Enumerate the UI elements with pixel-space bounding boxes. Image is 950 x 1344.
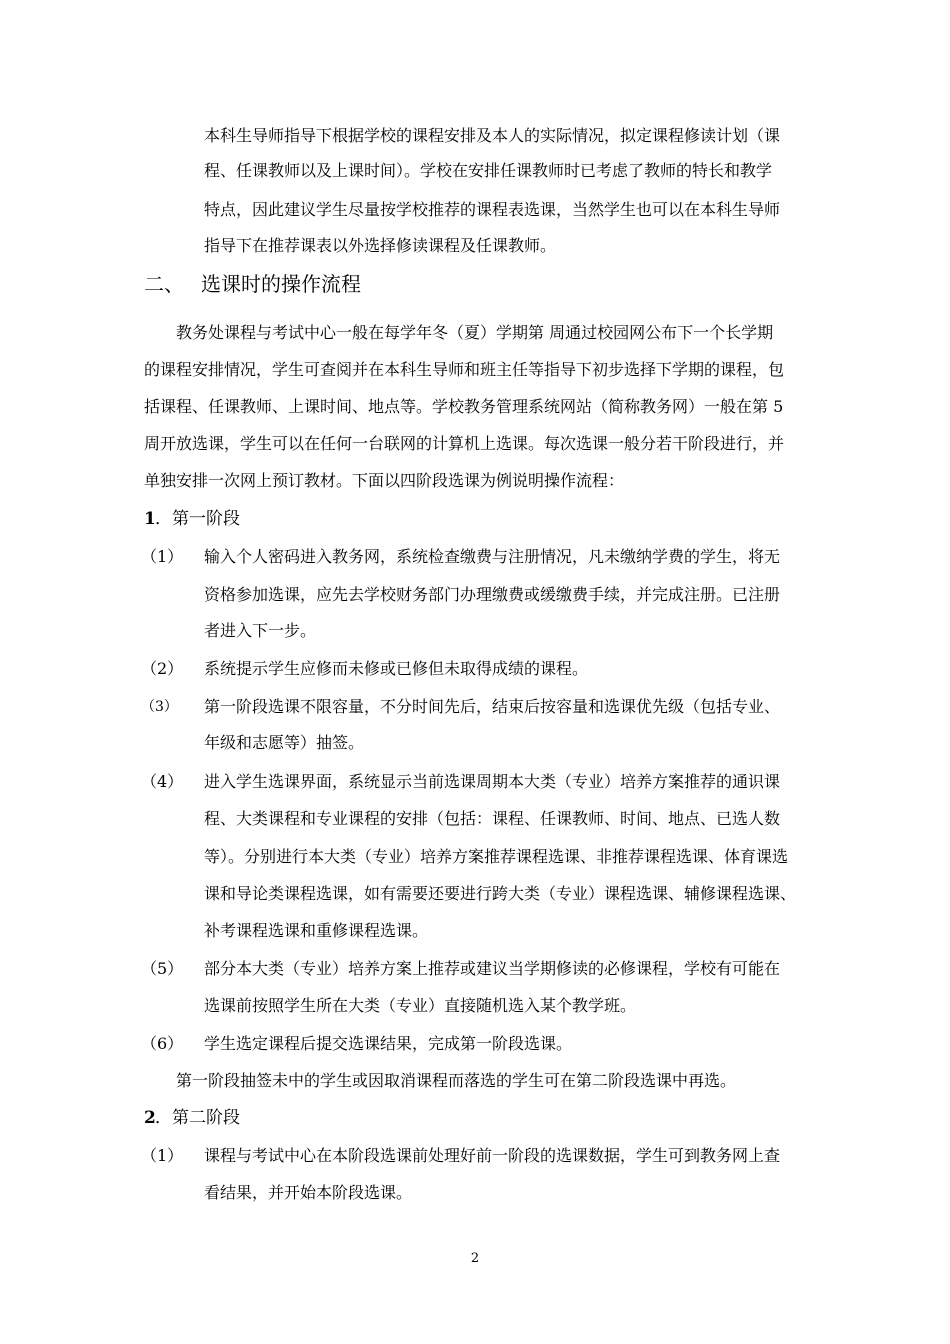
- paragraph-line: 周开放选课，学生可以在任何一台联网的计算机上选课。每次选课一般分若干阶段进行，并: [144, 434, 785, 453]
- item-number: （6）: [141, 1034, 184, 1053]
- paragraph-line: 教务处课程与考试中心一般在每学年冬（夏）学期第 周通过校园网公布下一个长学期: [176, 323, 774, 342]
- item-line: 课程与考试中心在本阶段选课前处理好前一阶段的选课数据，学生可到教务网上查: [204, 1146, 781, 1165]
- intro-line: 本科生导师指导下根据学校的课程安排及本人的实际情况，拟定课程修读计划（课: [204, 126, 781, 145]
- item-number: （1）: [141, 1146, 184, 1165]
- item-line: 等）。分别进行本大类（专业）培养方案推荐课程选课、非推荐课程选课、体育课选: [204, 847, 789, 866]
- item-line: 输入个人密码进入教务网，系统检查缴费与注册情况，凡未缴纳学费的学生，将无: [204, 547, 781, 566]
- item-number: （5）: [141, 959, 184, 978]
- intro-line: 程、任课教师以及上课时间）。学校在安排任课教师时已考虑了教师的特长和教学: [204, 161, 773, 180]
- item-number: （1）: [141, 547, 184, 566]
- item-line: 者进入下一步。: [204, 621, 317, 640]
- intro-line: 指导下在推荐课表以外选择修读课程及任课教师。: [204, 236, 557, 255]
- item-number: （4）: [141, 772, 184, 791]
- item-line: 系统提示学生应修而未修或已修但未取得成绩的课程。: [204, 659, 589, 678]
- section-title: 选课时的操作流程: [201, 272, 361, 296]
- item-line: 选课前按照学生所在大类（专业）直接随机选入某个教学班。: [204, 996, 637, 1015]
- item-line: 资格参加选课，应先去学校财务部门办理缴费或缓缴费手续，并完成注册。已注册: [204, 585, 781, 604]
- section-number: 二、: [144, 272, 184, 296]
- item-line: 第一阶段选课不限容量，不分时间先后，结束后按容量和选课优先级（包括专业、: [204, 697, 781, 716]
- item-line: 补考课程选课和重修课程选课。: [204, 921, 429, 940]
- stage-number: 2: [144, 1108, 156, 1128]
- stage-title: ．第二阶段: [155, 1108, 240, 1128]
- item-line: 年级和志愿等）抽签。: [204, 733, 365, 752]
- item-line: 学生选定课程后提交选课结果，完成第一阶段选课。: [204, 1034, 573, 1053]
- item-line: 看结果，并开始本阶段选课。: [204, 1183, 413, 1202]
- item-line: 程、大类课程和专业课程的安排（包括：课程、任课教师、时间、地点、已选人数: [204, 809, 781, 828]
- stage-title: ．第一阶段: [155, 509, 240, 529]
- stage-note: 第一阶段抽签未中的学生或因取消课程而落选的学生可在第二阶段选课中再选。: [176, 1071, 737, 1090]
- item-line: 部分本大类（专业）培养方案上推荐或建议当学期修读的必修课程，学校有可能在: [204, 959, 781, 978]
- item-line: 进入学生选课界面，系统显示当前选课周期本大类（专业）培养方案推荐的通识课: [204, 772, 781, 791]
- page-number: 2: [470, 1251, 480, 1266]
- item-number: （2）: [141, 659, 184, 678]
- paragraph-line: 括课程、任课教师、上课时间、地点等。学校教务管理系统网站（简称教务网）一般在第 5: [144, 397, 784, 416]
- stage-number: 1: [144, 509, 156, 529]
- item-line: 课和导论类课程选课，如有需要还要进行跨大类（专业）课程选课、辅修课程选课、: [204, 884, 797, 903]
- paragraph-line: 的课程安排情况，学生可查阅并在本科生导师和班主任等指导下初步选择下学期的课程，包: [144, 360, 785, 379]
- intro-line: 特点，因此建议学生尽量按学校推荐的课程表选课，当然学生也可以在本科生导师: [204, 200, 781, 219]
- paragraph-line: 单独安排一次网上预订教材。下面以四阶段选课为例说明操作流程：: [144, 471, 625, 490]
- item-number: （3）: [141, 699, 178, 715]
